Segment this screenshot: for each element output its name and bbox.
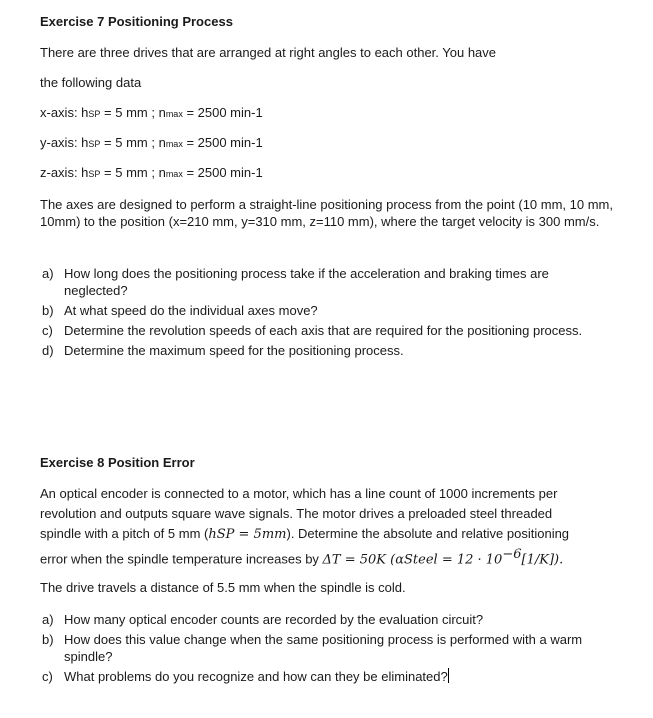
math-bracket: [ xyxy=(521,552,527,568)
question-label: c) xyxy=(42,323,53,338)
question-text: How many optical encoder counts are recorded by the evaluation circuit? xyxy=(64,612,484,627)
question-a xyxy=(40,611,600,628)
question-label: a) xyxy=(42,612,54,627)
question-b xyxy=(40,631,600,665)
text-cursor xyxy=(448,668,449,683)
question-d xyxy=(40,342,600,359)
question-label: c) xyxy=(42,669,53,684)
axis-end: = 2500 min-1 xyxy=(182,165,263,180)
question-c xyxy=(40,322,600,339)
question-label: b) xyxy=(42,303,54,318)
axis-sub-max: max xyxy=(165,169,183,179)
axis-mid: = 5 mm ; n xyxy=(100,105,166,120)
question-c xyxy=(40,668,600,685)
exercise-8-title: Exercise 8 Position Error xyxy=(40,455,195,470)
exercise-7-questions xyxy=(40,265,600,359)
exercise-7-intro-line-2: the following data xyxy=(40,75,142,90)
x-axis-data xyxy=(40,105,263,120)
math-close: ]). xyxy=(548,552,564,568)
math-eq: = 12 · 10 xyxy=(437,552,503,568)
question-label: b) xyxy=(42,632,54,647)
question-label: a) xyxy=(42,266,54,281)
axis-sub-sp: SP xyxy=(88,109,101,119)
question-text: Determine the maximum speed for the positioning process. xyxy=(64,343,404,358)
question-text: How long does the positioning process take if the acceleration and braking times are neglected? xyxy=(64,266,549,298)
math-fraction: 1/K xyxy=(526,552,549,568)
exercise-8-distance: The drive travels a distance of 5.5 mm when the spindle is cold. xyxy=(40,580,406,595)
text-span: ). Determine the absolute and relative positioning xyxy=(286,526,570,541)
axis-end: = 2500 min-1 xyxy=(182,105,263,120)
exercise-8-para-line-2: revolution and outputs square wave signals. The motor drives a preloaded steel threaded xyxy=(40,506,553,521)
question-b xyxy=(40,302,600,319)
exercise-8-questions xyxy=(40,611,600,685)
z-axis-data xyxy=(40,165,263,180)
math-sub-steel: Steel xyxy=(404,552,438,568)
exercise-8-para-line-3 xyxy=(40,526,569,542)
question-text: Determine the revolution speeds of each axis that are required for the positioning process. xyxy=(64,323,583,338)
exercise-8-para-line-4 xyxy=(40,547,563,567)
question-text: How does this value change when the same positioning process is performed with a warm spindle? xyxy=(64,632,583,664)
y-axis-data xyxy=(40,135,263,150)
math-eq: = 5mm xyxy=(234,527,287,542)
question-text: At what speed do the individual axes move? xyxy=(64,303,318,318)
axis-sub-max: max xyxy=(165,109,183,119)
math-exponent: −6 xyxy=(502,547,522,562)
text-span: spindle with a pitch of 5 mm ( xyxy=(40,526,209,541)
exercise-7-description: The axes are designed to perform a straight-line positioning process from the point (10 mm, 10 mm, 10mm) to the position (x=210 mm, y=310 mm, z=110 mm), where the target velocity is 300 mm/s. xyxy=(40,197,613,229)
exercise-7-intro-line-1: There are three drives that are arranged at right angles to each other. You have xyxy=(40,45,497,60)
axis-sub-sp: SP xyxy=(88,169,101,179)
math-h: h xyxy=(208,527,217,542)
axis-label: x-axis: h xyxy=(40,105,89,120)
math-sub-sp: SP xyxy=(216,527,235,542)
text-span: error when the spindle temperature increases by xyxy=(40,551,323,567)
question-a xyxy=(40,265,600,299)
axis-sub-max: max xyxy=(165,139,183,149)
axis-mid: = 5 mm ; n xyxy=(100,165,166,180)
axis-mid: = 5 mm ; n xyxy=(100,135,166,150)
question-label: d) xyxy=(42,343,54,358)
axis-sub-sp: SP xyxy=(88,139,101,149)
axis-label: z-axis: h xyxy=(40,165,89,180)
axis-end: = 2500 min-1 xyxy=(182,135,263,150)
exercise-8-para-line-1: An optical encoder is connected to a motor, which has a line count of 1000 increments per xyxy=(40,486,558,501)
axis-label: y-axis: h xyxy=(40,135,89,150)
math-delta-t: ΔT = 50K (α xyxy=(322,552,404,568)
question-text: What problems do you recognize and how can they be eliminated? xyxy=(64,669,448,684)
exercise-7-title: Exercise 7 Positioning Process xyxy=(40,14,233,29)
